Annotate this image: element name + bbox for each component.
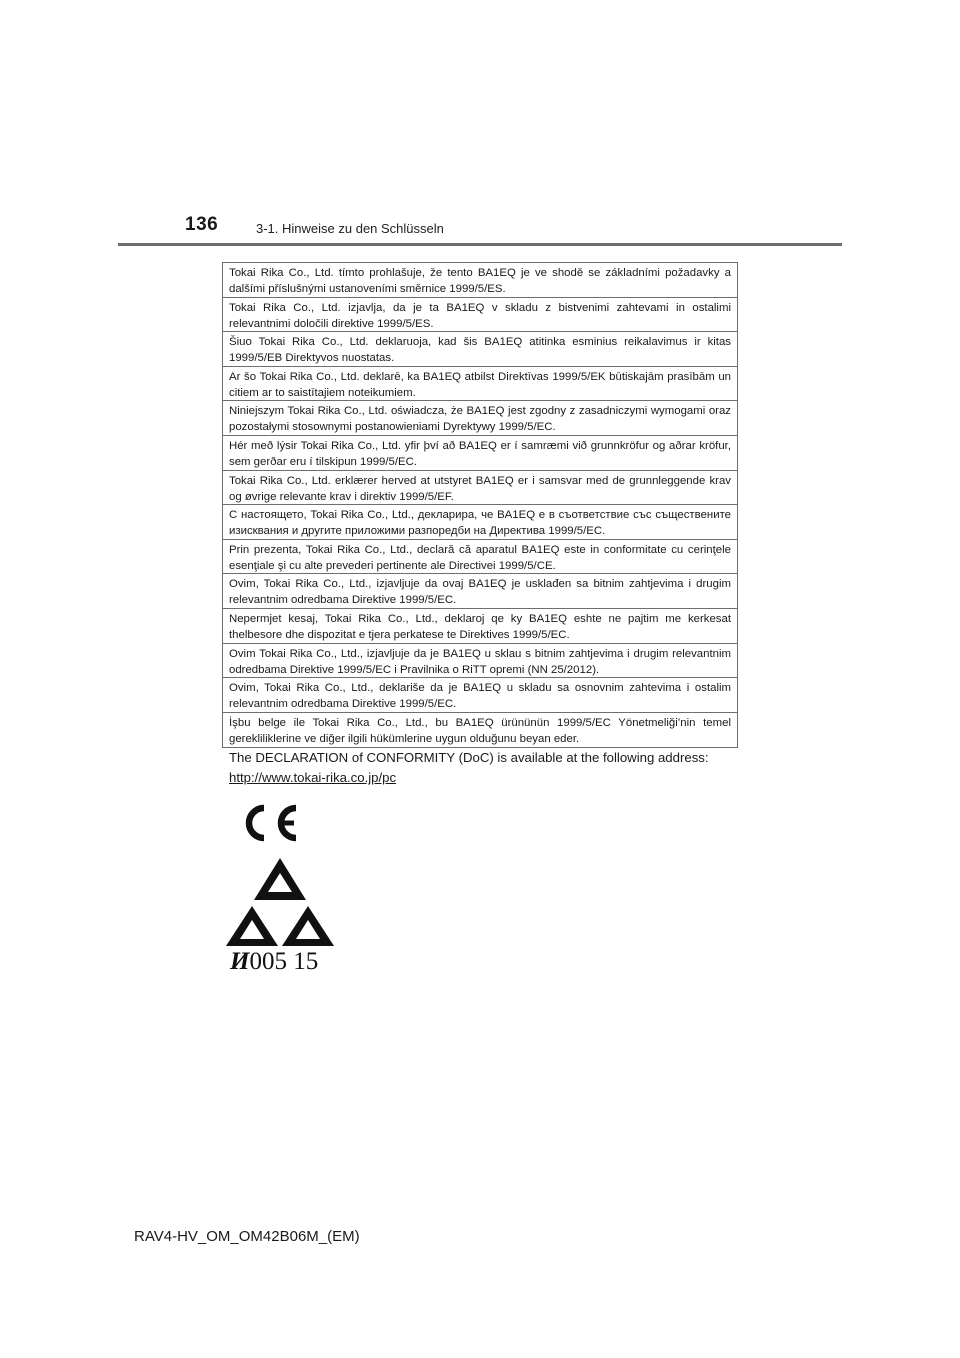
declaration-row-latvian: Ar šo Tokai Rika Co., Ltd. deklarē, ka BA1EQ atbilst Direktīvas 1999/5/EK būtiskajām prasībām un citiem ar to saistītajiem noteikumiem.: [223, 367, 737, 402]
doc-url-link[interactable]: http://www.tokai-rika.co.jp/pc: [229, 770, 397, 785]
declaration-row-turkish: İşbu belge ile Tokai Rika Co., Ltd., bu BA1EQ ürününün 1999/5/EC Yönetmeliği’nin temel gerekliliklerine ve diğer ilgili hükümlerine uygun olduğunu beyan eder.: [229, 716, 731, 745]
ce-mark-icon: [236, 800, 302, 846]
doc-availability-note: The DECLARATION of CONFORMITY (DoC) is available at the following address:: [229, 750, 709, 765]
declaration-row-lithuanian: Šiuo Tokai Rika Co., Ltd. deklaruoja, kad šis BA1EQ atitinka esminius reikalavimus ir kitas 1999/5/EB Direktyvos nuostatas.: [223, 332, 737, 367]
declaration-row-polish: Niniejszym Tokai Rika Co., Ltd. oświadcza, że BA1EQ jest zgodny z zasadniczymi wymogami oraz pozostałymi stosownymi postanowieniami Dyrektywy 1999/5/EC.: [223, 401, 737, 436]
declaration-row-slovenian: Tokai Rika Co., Ltd. izjavlja, da je ta BA1EQ v skladu z bistvenimi zahtevami in ostalimi relevantnimi določili direktive 1999/5/ES.: [223, 298, 737, 333]
approval-prefix: И: [230, 948, 250, 975]
footer-document-code: RAV4-HV_OM_OM42B06M_(EM): [134, 1228, 360, 1245]
header-divider: [118, 243, 842, 246]
approval-code: 005 15: [249, 948, 319, 975]
declaration-row-croatian: Ovim Tokai Rika Co., Ltd., izjavljuje da je BA1EQ u sklau s bitnim zahtjevima i drugim relevantnim odredbama Direktive 1999/5/EC i Pravilnika o RiTT opremi (NN 25/2012).: [223, 644, 737, 679]
declaration-row-czech: Tokai Rika Co., Ltd. tímto prohlašuje, že tento BA1EQ je ve shodě se základními požadavky a dalšími příslušnými ustanoveními směrnice 1999/5/ES.: [223, 263, 737, 298]
approval-number: [230, 948, 318, 976]
declaration-row-norwegian: Tokai Rika Co., Ltd. erklærer herved at utstyret BA1EQ er i samsvar med de grunnleggende krav og øvrige relevante krav i direktiv 1999/5/EF.: [223, 471, 737, 506]
triangle-certification-icon: [222, 852, 338, 952]
section-title: 3-1. Hinweise zu den Schlüsseln: [256, 221, 444, 236]
declaration-row-albanian: Nepermjet kesaj, Tokai Rika Co., Ltd., deklaroj qe ky BA1EQ eshte ne pajtim me kerkesat thelbesore dhe dispozitat e tjera perkatese te Direktives 1999/5/EC.: [223, 609, 737, 644]
declaration-row-romanian: Prin prezenta, Tokai Rika Co., Ltd., declară că aparatul BA1EQ este in conformitate cu cerinţele esenţiale şi cu alte prevederi pertinente ale Directivei 1999/5/CE.: [223, 540, 737, 575]
declaration-table: [222, 262, 738, 748]
declaration-row-icelandic: Hér með lýsir Tokai Rika Co., Ltd. yfir því að BA1EQ er í samræmi við grunnkröfur og aðrar kröfur, sem gerðar eru í tilskipun 1999/5/EC.: [223, 436, 737, 471]
declaration-row-bosnian: Ovim, Tokai Rika Co., Ltd., izjavljuje da ovaj BA1EQ je usklađen sa bitnim zahtjevima i drugim relevantnim odredbama Direktive 1999/5/EC.: [223, 574, 737, 609]
declaration-row-bulgarian: С настоящето, Tokai Rika Co., Ltd., декларира, че BA1EQ е в съответствие със съществените изисквания и другите приложими разпоредби на Директива 1999/5/ЕС.: [223, 505, 737, 540]
declaration-row-serbian: Ovim, Tokai Rika Co., Ltd., deklariše da je BA1EQ u skladu sa osnovnim zahtevima i ostalim relevantnim odredbama Direktive 1999/5/EC.: [223, 678, 737, 713]
page-number: 136: [185, 214, 219, 235]
